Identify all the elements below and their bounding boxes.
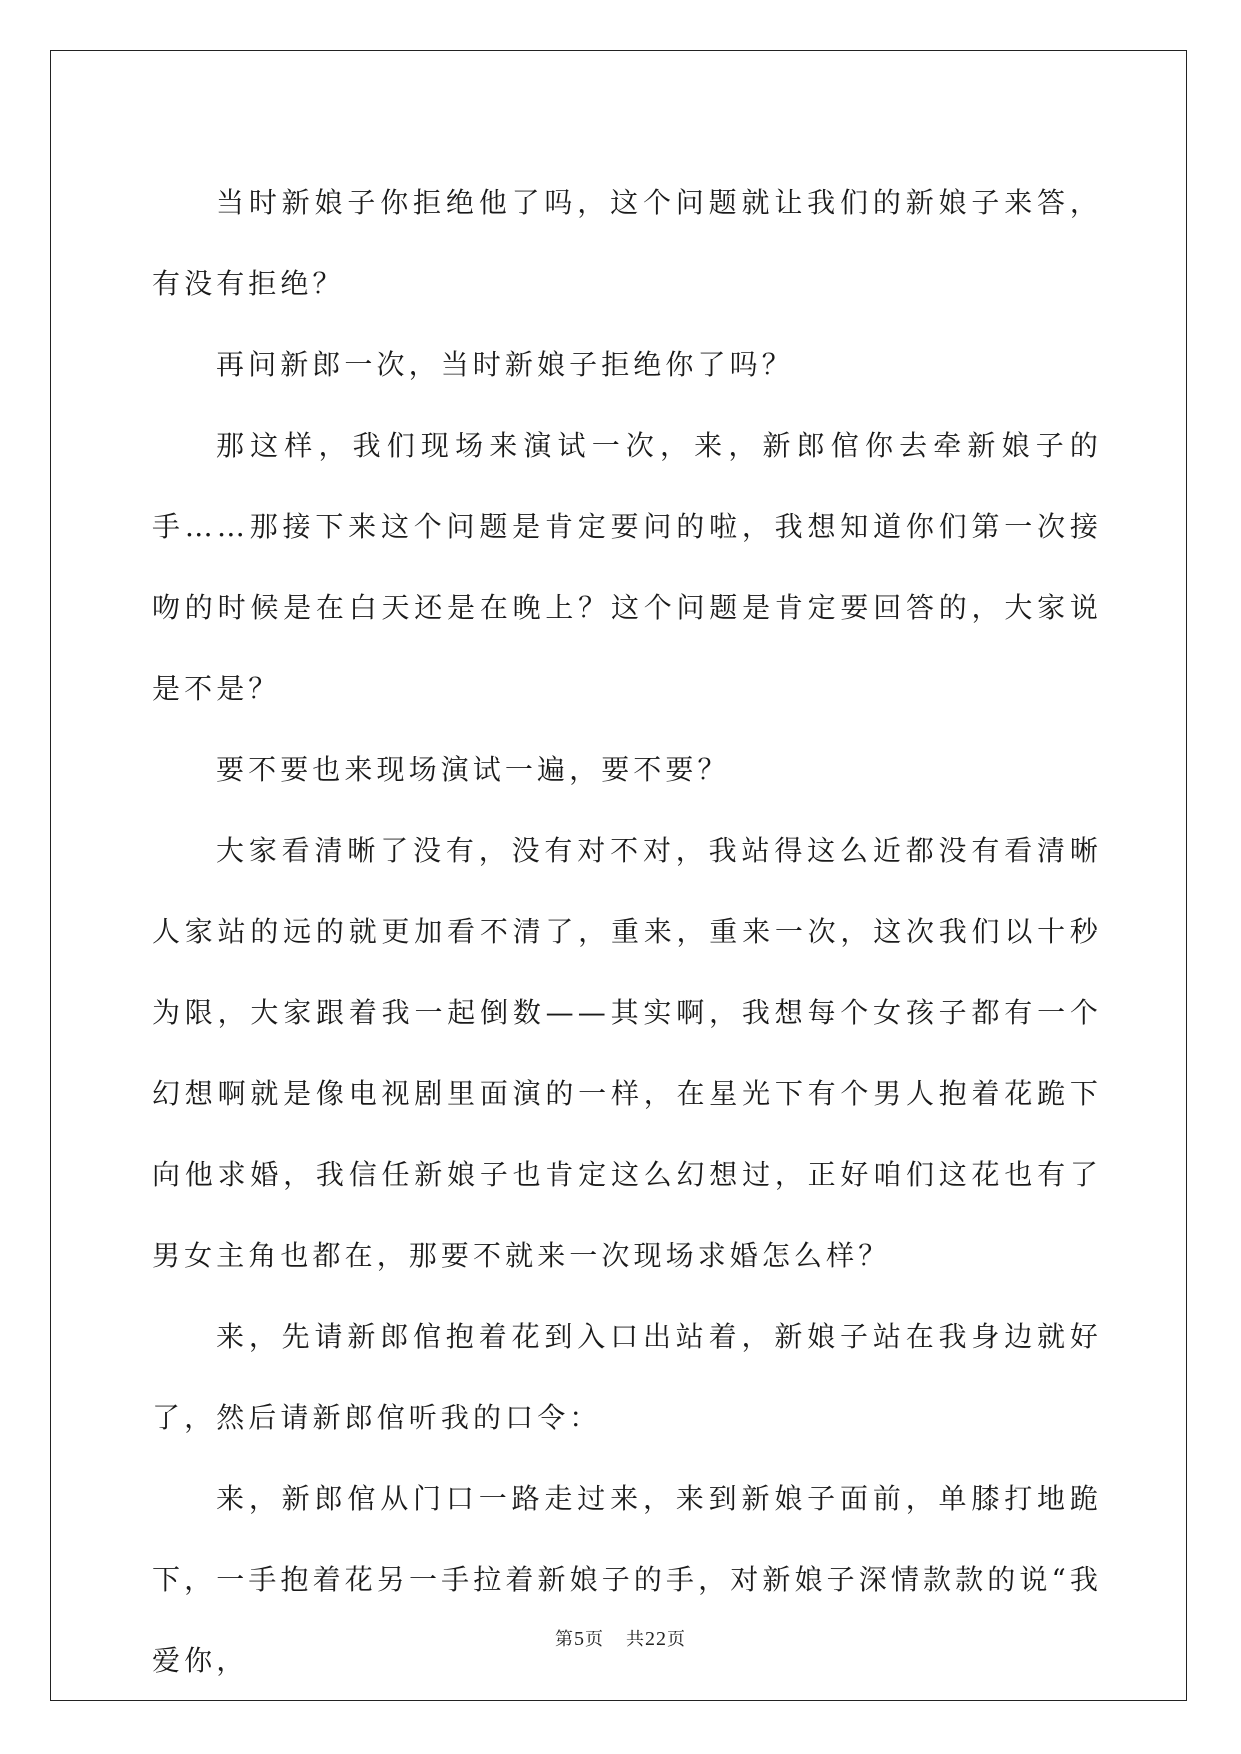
document-body [152,162,1102,1701]
paragraph: 那这样，我们现场来演试一次，来，新郎倌你去牵新娘子的手……那接下来这个问题是肯定要问的啦，我想知道你们第一次接吻的时候是在白天还是在晚上？这个问题是肯定要回答的，大家说是不是？ [152,429,1102,705]
paragraph: 要不要也来现场演试一遍，要不要？ [216,753,730,786]
footer-total-prefix: 共 [626,1629,645,1650]
footer-prefix: 第 [555,1629,574,1650]
total-pages-number: 22 [645,1628,667,1650]
footer-total-suffix: 页 [667,1629,686,1650]
footer-page-word: 页 [585,1629,604,1650]
current-page-number: 5 [574,1628,585,1650]
paragraph: 大家看清晰了没有，没有对不对，我站得这么近都没有看清晰人家站的远的就更加看不清了，重来，重来一次，这次我们以十秒为限，大家跟着我一起倒数——其实啊，我想每个女孩子都有一个幻想啊就是像电视剧里面演的一样，在星光下有个男人抱着花跪下向他求婚，我信任新娘子也肯定这么幻想过，正好咱们这花也有了男女主角也都在，那要不就来一次现场求婚怎么样？ [152,834,1102,1272]
paragraph: 当时新娘子你拒绝他了吗，这个问题就让我们的新娘子来答，有没有拒绝？ [152,186,1102,300]
paragraph: 来，先请新郎倌抱着花到入口出站着，新娘子站在我身边就好了，然后请新郎倌听我的口令： [152,1320,1102,1434]
paragraph: 来，新郎倌从门口一路走过来，来到新娘子面前，单膝打地跪下，一手抱着花另一手拉着新娘子的手，对新娘子深情款款的说“我爱你， [152,1482,1102,1677]
page-footer [0,1625,1241,1651]
paragraph: 再问新郎一次，当时新娘子拒绝你了吗？ [216,348,794,381]
